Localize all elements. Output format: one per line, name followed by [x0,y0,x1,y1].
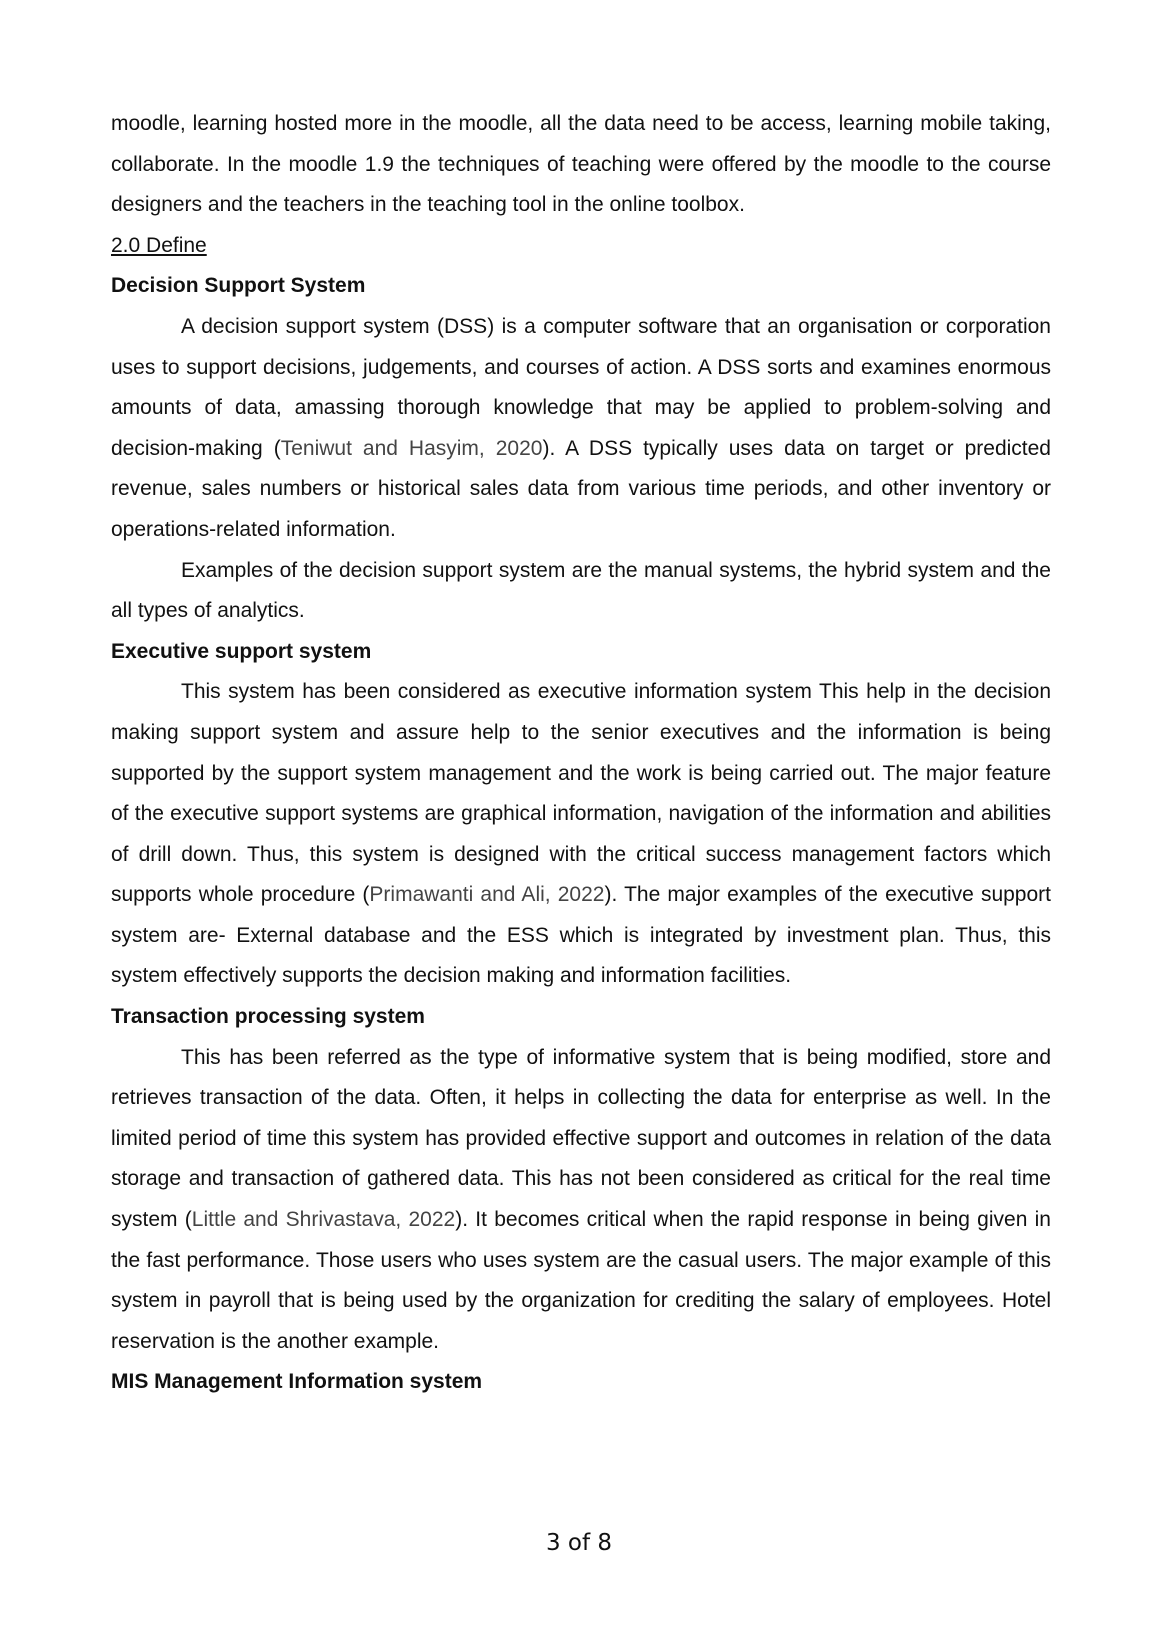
tps-p1-text-after: ). It becomes critical when the rapid response in being given in the fast performance. Those users who uses system are the casual users. The major example of this system in payroll that is being used by the organization for crediting the salary of employees. Hotel reservation is the another example. [111,1208,1051,1353]
tps-citation: Little and Shrivastava, 2022 [191,1208,456,1232]
ess-p1-text-before: This system has been considered as executive information system This help in the decision making support system and assure help to the senior executives and the information is being supported by the support system management and the work is being carried out. The major feature of the executive support systems are graphical information, navigation of the information and abilities of drill down. Thus, this system is designed with the critical success management factors which supports whole procedure ( [111,680,1051,907]
dss-citation: Teniwut and Hasyim, 2020 [280,436,543,460]
tps-paragraph-1 [111,1038,1051,1363]
ess-p1-text-after: ). The major examples of the executive support system are- External database and the ESS which is integrated by investment plan. Thus, this system effectively supports the decision making and information facilities. [111,883,1051,988]
ess-heading: Executive support system [111,639,372,663]
mis-heading: MIS Management Information system [111,1370,483,1394]
page-number: 3 of 8 [545,1530,613,1556]
tps-heading: Transaction processing system [111,1005,425,1029]
dss-heading: Decision Support System [111,274,366,298]
tps-p1-text-before: This has been referred as the type of informative system that is being modified, store and retrieves transaction of the data. Often, it helps in collecting the data for enterprise as well. In the limited period of time this system has provided effective support and outcomes in relation of the data storage and transaction of gathered data. This has not been considered as critical for the real time system ( [111,1045,1051,1232]
dss-paragraph-1 [111,307,1051,551]
intro-paragraph: moodle, learning hosted more in the moodle, all the data need to be access, learning mobile taking, collaborate. In the moodle 1.9 the techniques of teaching were offered by the moodle to the course designers and the teachers in the teaching tool in the online toolbox. [111,112,1051,217]
dss-p1-text-after: ). A DSS typically uses data on target or predicted revenue, sales numbers or historical sales data from various time periods, and other inventory or operations-related information. [111,436,1051,541]
ess-paragraph-1 [111,672,1051,997]
dss-paragraph-2: Examples of the decision support system are the manual systems, the hybrid system and the all types of analytics. [111,558,1051,623]
section-title: 2.0 Define [111,233,207,257]
dss-p1-text-before: A decision support system (DSS) is a computer software that an organisation or corporation uses to support decisions, judgements, and courses of action. A DSS sorts and examines enormous amounts of data, amassing thorough knowledge that may be applied to problem-solving and decision-making ( [111,314,1051,460]
page-content [111,104,1051,1403]
ess-citation: Primawanti and Ali, 2022 [369,883,605,907]
